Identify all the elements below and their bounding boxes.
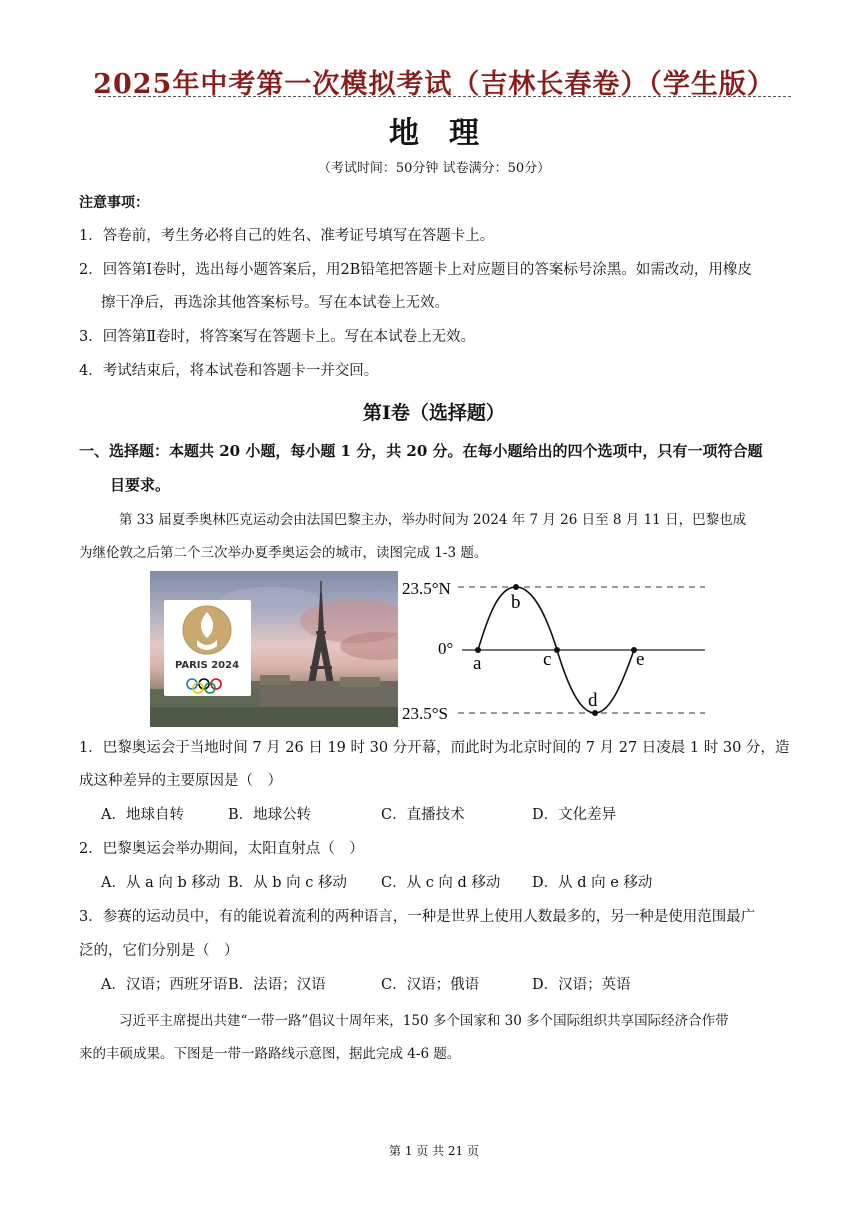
q1-option-b[interactable]: B．地球公转: [228, 807, 312, 823]
label-c: c: [543, 649, 552, 670]
note-item-3: 3．回答第Ⅱ卷时，将答案写在答题卡上。写在本试卷上无效。: [79, 329, 476, 345]
page-number: 第 1 页 共 21 页: [389, 1144, 479, 1158]
exam-info: （考试时间：50分钟 试卷满分：50分）: [317, 161, 551, 176]
q1-option-d[interactable]: D．文化差异: [532, 807, 617, 823]
sun-direct-point-diagram: [400, 574, 710, 724]
q2-option-b[interactable]: B．从 b 向 c 移动: [228, 875, 347, 891]
question-1-stem-cont: 成这种差异的主要原因是（ ）: [79, 773, 282, 789]
note-item-4: 4．考试结束后，将本试卷和答题卡一并交回。: [79, 363, 379, 379]
passage2-line2: 来的丰硕成果。下图是一带一路路线示意图，据此完成 4-6 题。: [79, 1046, 461, 1062]
point-c-marker: [554, 647, 560, 653]
olympic-rings-icon: [187, 679, 221, 693]
q3-option-c[interactable]: C．汉语；俄语: [381, 977, 480, 993]
label-d: d: [588, 690, 598, 711]
subject-title: 地理: [389, 116, 509, 151]
olympic-flame-logo-icon: [164, 600, 251, 696]
question-3-stem: 3．参赛的运动员中，有的能说着流利的两种语言，一种是世界上使用人数最多的，另一种是使用范围最广: [79, 909, 756, 925]
q1-option-c[interactable]: C．直播技术: [381, 807, 465, 823]
title-divider: [98, 96, 791, 97]
q3-option-b[interactable]: B．法语；汉语: [228, 977, 326, 993]
q3-option-a[interactable]: A．汉语；西班牙语: [101, 977, 228, 993]
notes-heading: 注意事项：: [79, 195, 149, 211]
question-2-stem: 2．巴黎奥运会举办期间，太阳直射点（ ）: [79, 841, 364, 857]
label-equator: 0°: [438, 639, 454, 658]
note-item-1: 1．答卷前，考生务必将自己的姓名、准考证号填写在答题卡上。: [79, 228, 495, 244]
q2-option-c[interactable]: C．从 c 向 d 移动: [381, 875, 501, 891]
section-intro-line1: 一、选择题：本题共 20 小题，每小题 1 分，共 20 分。在每小题给出的四个选项中，只有一项符合题: [79, 442, 763, 460]
logo-text: PARIS 2024: [174, 660, 240, 671]
document-title: 2025年中考第一次模拟考试（吉林长春卷）（学生版）: [93, 69, 775, 100]
q1-option-a[interactable]: A．地球自转: [101, 807, 184, 823]
label-e: e: [636, 649, 645, 670]
question-1-stem: 1．巴黎奥运会于当地时间 7 月 26 日 19 时 30 分开幕，而此时为北京时间的 7 月 27 日凌晨 1 时 30 分，造: [79, 740, 790, 756]
note-item-2: 2．回答第Ⅰ卷时，选出每小题答案后，用2B铅笔把答题卡上对应题目的答案标号涂黑。如需改动，用橡皮: [79, 262, 752, 278]
section-intro-line2: 目要求。: [110, 476, 171, 494]
passage2-line1: 习近平主席提出共建“一带一路”倡议十周年来，150 多个国家和 30 多个国际组织共享国际经济合作带: [119, 1013, 729, 1029]
label-23-5-s: 23.5°S: [402, 704, 449, 723]
section-title: 第Ⅰ卷（选择题）: [363, 402, 505, 424]
question-3-stem-cont: 泛的，它们分别是（ ）: [79, 943, 239, 959]
passage1-line1: 第 33 届夏季奥林匹克运动会由法国巴黎主办，举办时间为 2024 年 7 月 26 日至 8 月 11 日，巴黎也成: [119, 512, 747, 528]
label-23-5-n: 23.5°N: [402, 579, 451, 598]
q2-option-d[interactable]: D．从 d 向 e 移动: [532, 875, 653, 891]
note-item-2-cont: 擦干净后，再选涂其他答案标号。写在本试卷上无效。: [101, 295, 449, 311]
point-b-marker: [513, 584, 519, 590]
label-a: a: [473, 653, 482, 674]
q2-option-a[interactable]: A．从 a 向 b 移动: [101, 875, 221, 891]
label-b: b: [511, 592, 521, 613]
paris-2024-logo: [164, 600, 251, 696]
passage1-line2: 为继伦敦之后第二个三次举办夏季奥运会的城市，读图完成 1-3 题。: [79, 545, 488, 561]
q3-option-d[interactable]: D．汉语；英语: [532, 977, 631, 993]
